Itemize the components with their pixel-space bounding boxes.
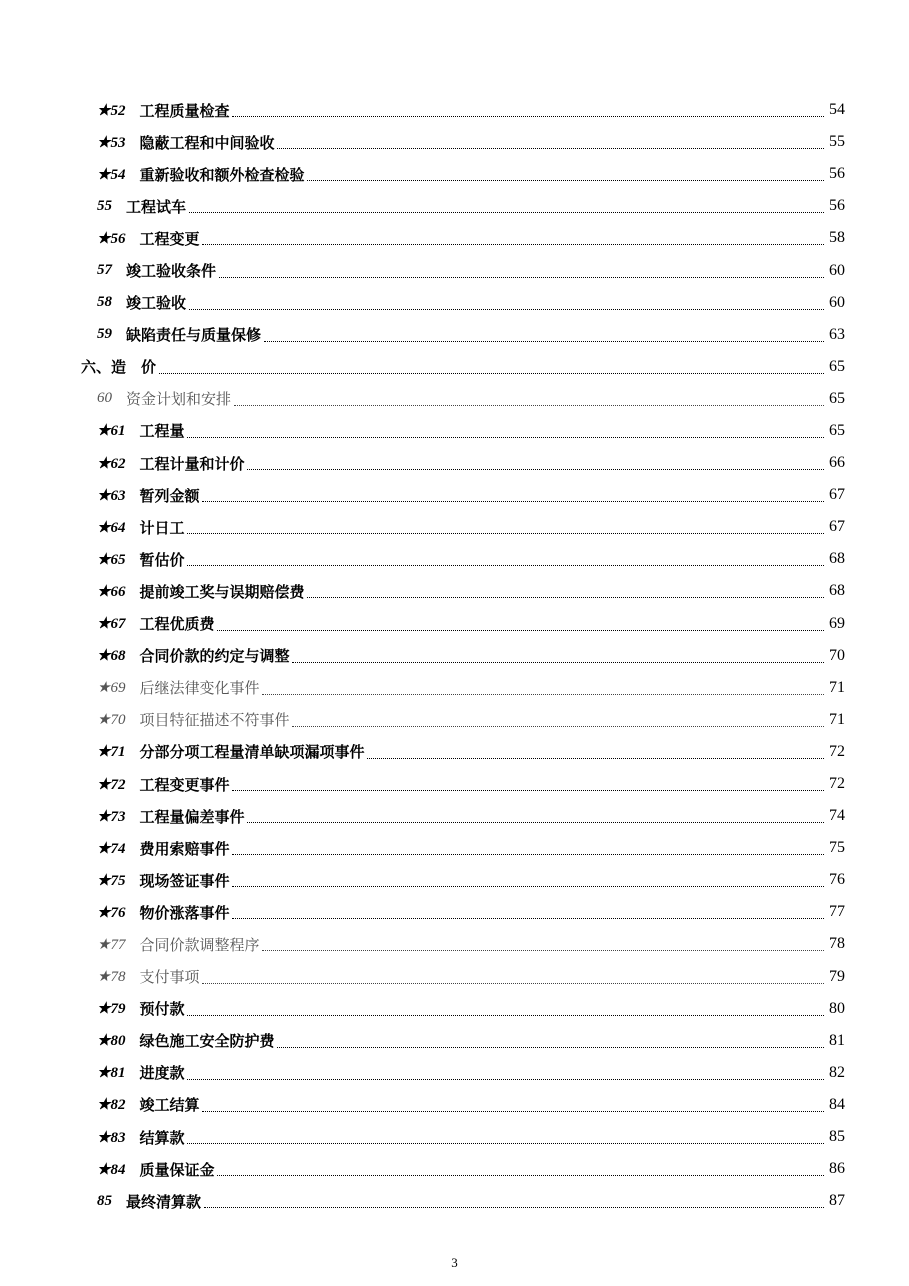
toc-entry[interactable] xyxy=(0,287,909,319)
toc-entry[interactable] xyxy=(0,961,909,993)
toc-entry-title: 质量保证金 xyxy=(139,1160,215,1179)
toc-entry-page: 65 xyxy=(829,389,845,407)
toc-entry-number: ★63 xyxy=(97,487,126,504)
toc-entry-page: 66 xyxy=(829,454,845,472)
toc-entry-title: 暂列金额 xyxy=(139,486,200,505)
toc-entry[interactable] xyxy=(0,543,909,575)
dot-leader xyxy=(232,789,824,791)
toc-entry-page: 55 xyxy=(829,133,845,151)
toc-entry-number: ★80 xyxy=(97,1033,126,1050)
toc-entry-number: ★70 xyxy=(97,712,126,729)
dot-leader xyxy=(292,661,824,663)
toc-entry[interactable] xyxy=(0,94,909,126)
dot-leader xyxy=(292,725,824,727)
toc-entry-number: ★72 xyxy=(97,776,126,793)
dot-leader xyxy=(232,885,824,887)
toc-entry-title: 竣工验收 xyxy=(126,294,187,313)
toc-entry-title: 费用索赔事件 xyxy=(139,839,230,858)
toc-entry-title: 计日工 xyxy=(139,518,185,537)
toc-entry[interactable] xyxy=(0,479,909,511)
dot-leader xyxy=(264,340,824,342)
toc-entry-page: 82 xyxy=(829,1063,845,1081)
toc-entry-number: ★52 xyxy=(97,102,126,119)
toc-entry-page: 68 xyxy=(829,550,845,568)
toc-entry-page: 78 xyxy=(829,935,845,953)
toc-entry-title: 资金计划和安排 xyxy=(126,390,232,409)
toc-entry-title: 项目特征描述不符事件 xyxy=(139,711,290,730)
toc-entry-number: ★77 xyxy=(97,936,126,953)
toc-entry[interactable] xyxy=(0,190,909,222)
toc-entry-title: 工程试车 xyxy=(126,197,187,216)
toc-entry[interactable] xyxy=(0,768,909,800)
toc-entry-page: 87 xyxy=(829,1192,845,1210)
dot-leader xyxy=(187,1014,824,1016)
toc-entry-title: 工程计量和计价 xyxy=(139,454,245,473)
toc-entry-number: ★65 xyxy=(97,551,126,568)
toc-entry-number: ★67 xyxy=(97,616,126,633)
dot-leader xyxy=(202,1110,824,1112)
toc-entry-title: 工程优质费 xyxy=(139,615,215,634)
toc-entry-title: 竣工结算 xyxy=(139,1096,200,1115)
toc-entry-number: ★68 xyxy=(97,648,126,665)
dot-leader xyxy=(232,115,824,117)
dot-leader xyxy=(187,436,824,438)
dot-leader xyxy=(202,982,824,984)
toc-entry[interactable] xyxy=(0,864,909,896)
toc-entry-page: 81 xyxy=(829,1031,845,1049)
toc-entry[interactable] xyxy=(0,736,909,768)
toc-entry-number: ★64 xyxy=(97,519,126,536)
toc-entry-title: 分部分项工程量清单缺项漏项事件 xyxy=(139,743,365,762)
toc-entry-number: 58 xyxy=(97,294,112,311)
toc-entry-page: 86 xyxy=(829,1160,845,1178)
toc-entry-number: ★79 xyxy=(97,1001,126,1018)
toc-entry[interactable] xyxy=(0,158,909,190)
toc-entry[interactable] xyxy=(0,832,909,864)
dot-leader xyxy=(204,1206,824,1208)
toc-entry[interactable] xyxy=(0,608,909,640)
toc-entry-title: 六、造 价 xyxy=(81,358,157,377)
table-of-contents xyxy=(0,94,909,1217)
toc-entry-title: 合同价款调整程序 xyxy=(139,935,260,954)
dot-leader xyxy=(367,757,824,759)
toc-entry[interactable] xyxy=(0,672,909,704)
dot-leader xyxy=(277,1046,824,1048)
dot-leader xyxy=(187,1078,824,1080)
toc-entry[interactable] xyxy=(0,896,909,928)
toc-entry-title: 支付事项 xyxy=(139,968,200,987)
dot-leader xyxy=(247,468,824,470)
toc-entry-title: 提前竣工奖与误期赔偿费 xyxy=(139,582,305,601)
toc-entry[interactable] xyxy=(0,1153,909,1185)
toc-entry-page: 63 xyxy=(829,325,845,343)
toc-entry-number: ★66 xyxy=(97,583,126,600)
toc-entry-page: 65 xyxy=(829,421,845,439)
dot-leader xyxy=(189,211,824,213)
toc-entry-page: 76 xyxy=(829,871,845,889)
toc-entry[interactable] xyxy=(0,351,909,383)
toc-entry-number: ★74 xyxy=(97,840,126,857)
toc-entry[interactable] xyxy=(0,993,909,1025)
toc-entry-page: 60 xyxy=(829,293,845,311)
toc-entry-title: 预付款 xyxy=(139,1000,185,1019)
toc-entry-page: 74 xyxy=(829,807,845,825)
toc-entry[interactable] xyxy=(0,511,909,543)
toc-entry-title: 工程变更事件 xyxy=(139,775,230,794)
toc-entry-number: ★76 xyxy=(97,904,126,921)
toc-entry[interactable] xyxy=(0,928,909,960)
toc-entry-page: 71 xyxy=(829,710,845,728)
toc-entry[interactable] xyxy=(0,383,909,415)
dot-leader xyxy=(307,596,824,598)
toc-entry-title: 竣工验收条件 xyxy=(126,262,217,281)
dot-leader xyxy=(217,1174,824,1176)
toc-entry[interactable] xyxy=(0,1121,909,1153)
toc-entry-number: 85 xyxy=(97,1192,112,1209)
toc-entry-number: ★69 xyxy=(97,680,126,697)
dot-leader xyxy=(202,243,824,245)
toc-entry-title: 结算款 xyxy=(139,1128,185,1147)
toc-entry-page: 71 xyxy=(829,678,845,696)
toc-entry-page: 69 xyxy=(829,614,845,632)
dot-leader xyxy=(202,500,824,502)
toc-entry-number: ★82 xyxy=(97,1097,126,1114)
toc-entry-number: 55 xyxy=(97,197,112,214)
toc-entry-title: 进度款 xyxy=(139,1064,185,1083)
toc-entry-number: 57 xyxy=(97,262,112,279)
toc-entry-number: ★61 xyxy=(97,423,126,440)
toc-entry[interactable] xyxy=(0,415,909,447)
toc-entry-number: ★56 xyxy=(97,230,126,247)
toc-entry-page: 84 xyxy=(829,1095,845,1113)
toc-entry-number: ★83 xyxy=(97,1129,126,1146)
toc-entry-page: 58 xyxy=(829,229,845,247)
dot-leader xyxy=(232,853,824,855)
toc-entry[interactable] xyxy=(0,575,909,607)
toc-entry-title: 工程量偏差事件 xyxy=(139,807,245,826)
toc-entry[interactable] xyxy=(0,1089,909,1121)
toc-entry-title: 缺陷责任与质量保修 xyxy=(126,326,262,345)
toc-entry[interactable] xyxy=(0,222,909,254)
page-number: 3 xyxy=(451,1255,458,1270)
toc-entry[interactable] xyxy=(0,319,909,351)
toc-entry-page: 85 xyxy=(829,1128,845,1146)
toc-entry-page: 75 xyxy=(829,839,845,857)
toc-entry[interactable] xyxy=(0,126,909,158)
toc-entry-page: 65 xyxy=(829,357,845,375)
toc-entry-title: 最终清算款 xyxy=(126,1192,202,1211)
toc-entry[interactable] xyxy=(0,1185,909,1217)
toc-entry-page: 67 xyxy=(829,486,845,504)
dot-leader xyxy=(277,147,824,149)
toc-entry-page: 54 xyxy=(829,101,845,119)
toc-entry[interactable] xyxy=(0,1025,909,1057)
toc-entry-number: ★84 xyxy=(97,1161,126,1178)
toc-entry-title: 工程变更 xyxy=(139,229,200,248)
dot-leader xyxy=(219,276,824,278)
toc-entry-number: ★53 xyxy=(97,134,126,151)
dot-leader xyxy=(234,404,824,406)
toc-entry[interactable] xyxy=(0,704,909,736)
dot-leader xyxy=(217,629,824,631)
toc-entry-page: 77 xyxy=(829,903,845,921)
toc-entry-title: 合同价款的约定与调整 xyxy=(139,647,290,666)
dot-leader xyxy=(187,532,824,534)
dot-leader xyxy=(262,949,824,951)
dot-leader xyxy=(159,372,824,374)
toc-entry-number: ★71 xyxy=(97,744,126,761)
toc-entry-page: 68 xyxy=(829,582,845,600)
toc-entry-number: ★62 xyxy=(97,455,126,472)
toc-entry[interactable] xyxy=(0,640,909,672)
toc-entry-title: 暂估价 xyxy=(139,550,185,569)
dot-leader xyxy=(247,821,824,823)
toc-entry[interactable] xyxy=(0,800,909,832)
toc-entry-title: 物价涨落事件 xyxy=(139,903,230,922)
toc-entry-page: 60 xyxy=(829,261,845,279)
toc-entry-number: ★81 xyxy=(97,1065,126,1082)
toc-entry-page: 79 xyxy=(829,967,845,985)
toc-entry-title: 现场签证事件 xyxy=(139,871,230,890)
dot-leader xyxy=(189,308,824,310)
toc-entry-page: 70 xyxy=(829,646,845,664)
toc-entry-page: 67 xyxy=(829,518,845,536)
dot-leader xyxy=(262,693,824,695)
toc-entry-number: 60 xyxy=(97,390,112,407)
toc-entry[interactable] xyxy=(0,447,909,479)
toc-entry[interactable] xyxy=(0,254,909,286)
toc-entry-number: 59 xyxy=(97,326,112,343)
toc-entry-title: 工程质量检查 xyxy=(139,101,230,120)
toc-entry-number: ★73 xyxy=(97,808,126,825)
dot-leader xyxy=(232,917,824,919)
toc-entry-title: 工程量 xyxy=(139,422,185,441)
toc-entry-page: 80 xyxy=(829,999,845,1017)
toc-entry-number: ★75 xyxy=(97,872,126,889)
toc-entry-number: ★54 xyxy=(97,166,126,183)
toc-entry-number: ★78 xyxy=(97,969,126,986)
toc-entry[interactable] xyxy=(0,1057,909,1089)
dot-leader xyxy=(187,1142,824,1144)
toc-entry-page: 72 xyxy=(829,775,845,793)
toc-entry-page: 72 xyxy=(829,742,845,760)
dot-leader xyxy=(187,564,824,566)
toc-entry-title: 隐蔽工程和中间验收 xyxy=(139,133,275,152)
toc-entry-page: 56 xyxy=(829,165,845,183)
toc-entry-title: 绿色施工安全防护费 xyxy=(139,1032,275,1051)
toc-entry-title: 后继法律变化事件 xyxy=(139,679,260,698)
toc-entry-page: 56 xyxy=(829,197,845,215)
toc-entry-title: 重新验收和额外检查检验 xyxy=(139,165,305,184)
dot-leader xyxy=(307,179,824,181)
